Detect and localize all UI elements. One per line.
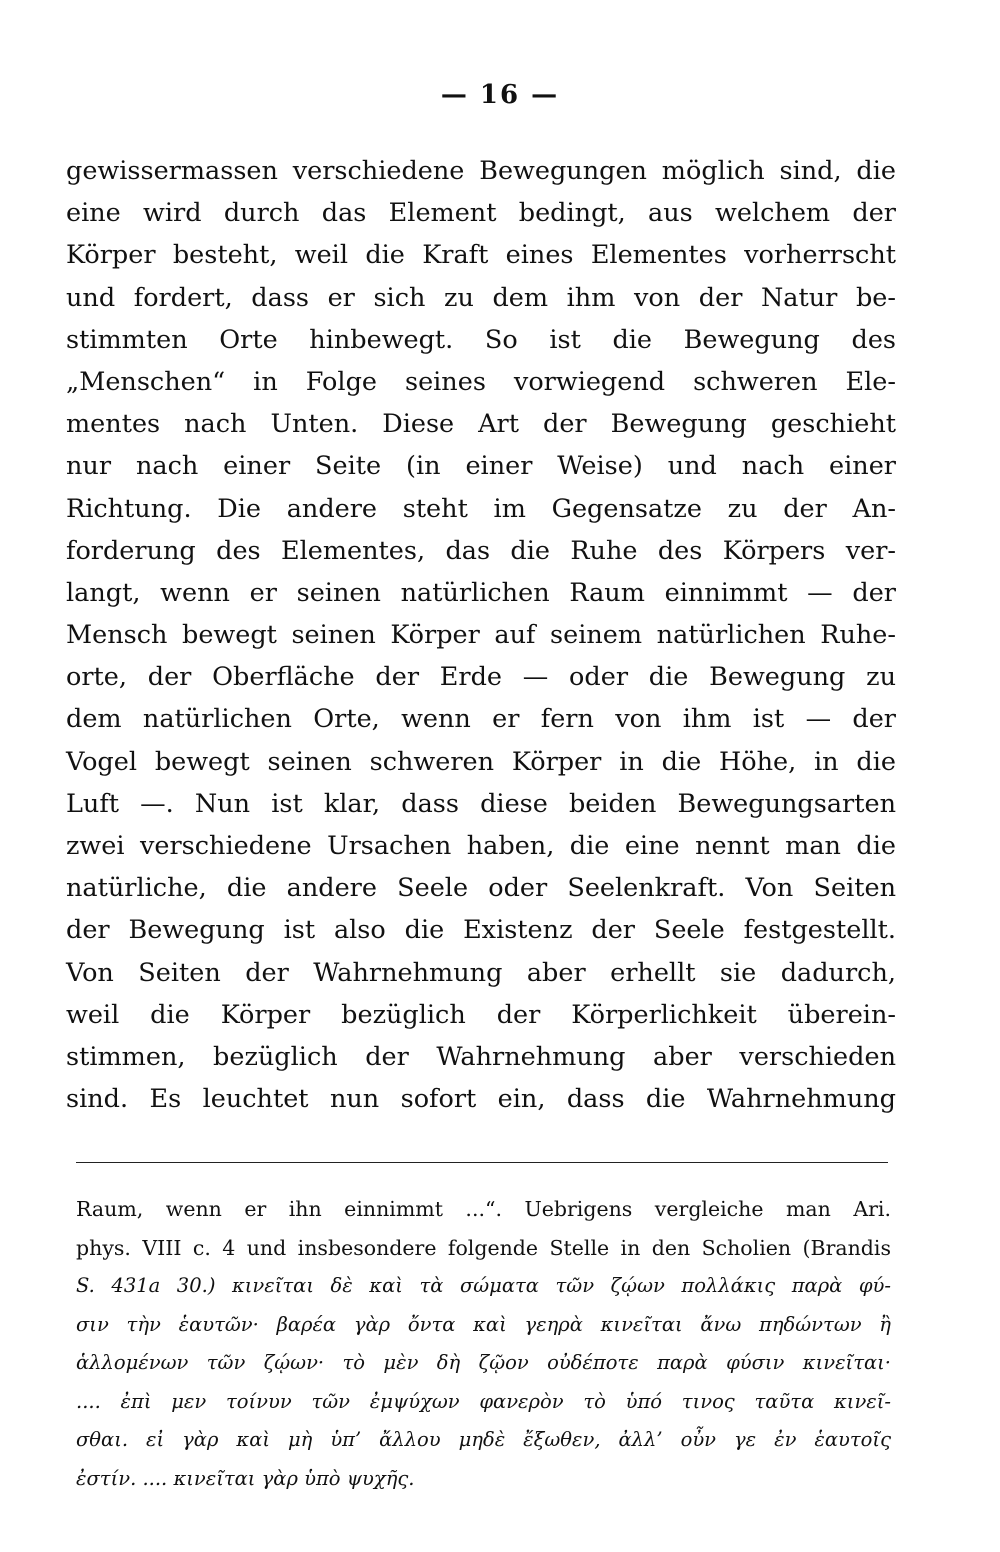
body-line: „Menschen“ in Folge seines vorwiegend schweren Ele- (66, 366, 896, 397)
body-line: langt, wenn er seinen natürlichen Raum einnimmt — der (66, 577, 896, 608)
footnote-line: σιν τὴν ἑαυτῶν· βαρέα γὰρ ὄντα καὶ γεηρὰ κινεῖται ἄνω πηδώντων ἢ (76, 1312, 891, 1336)
body-line: natürliche, die andere Seele oder Seelenkraft. Von Seiten (66, 873, 896, 904)
footnote-line: phys. VIII c. 4 und insbesondere folgende Stelle in den Scholien (Brandis (76, 1235, 891, 1260)
body-line: der Bewegung ist also die Existenz der Seele festgestellt. (66, 915, 896, 946)
footnote (76, 1190, 891, 1498)
body-line: Körper besteht, weil die Kraft eines Elementes vorherrscht (66, 240, 896, 271)
body-line: Richtung. Die andere steht im Gegensatze zu der An- (66, 493, 896, 524)
body-line: zwei verschiedene Ursachen haben, die eine nennt man die (66, 831, 896, 861)
body-line: orte, der Oberfläche der Erde — oder die Bewegung zu (66, 662, 896, 693)
body-line: Von Seiten der Wahrnehmung aber erhellt sie dadurch, (66, 957, 896, 988)
footnote-line: S. 431a 30.) κινεῖται δὲ καὶ τὰ σώματα τῶν ζῴων πολλάκις παρὰ φύ- (76, 1274, 891, 1297)
footnote-line: .... ἐπὶ μεν τοίνυν τῶν ἐμψύχων φανερὸν τὸ ὑπό τινος ταῦτα κινεῖ- (76, 1389, 891, 1413)
body-line: weil die Körper bezüglich der Körperlichkeit überein- (66, 999, 896, 1030)
body-line: gewissermassen verschiedene Bewegungen möglich sind, die (66, 156, 896, 186)
body-line: forderung des Elementes, das die Ruhe des Körpers ver- (66, 535, 896, 566)
footnote-line: ἐστίν. .... κινεῖται γὰρ ὑπὸ ψυχῆς. (76, 1466, 415, 1490)
footnote-line: σθαι. εἰ γὰρ καὶ μὴ ὑπ’ ἄλλου μηδὲ ἔξωθεν, ἀλλ’ οὖν γε ἐν ἑαυτοῖς (76, 1428, 891, 1451)
body-line: stimmten Orte hinbewegt. So ist die Bewegung des (66, 324, 896, 355)
body-line: nur nach einer Seite (in einer Weise) und nach einer (66, 451, 896, 482)
body-line: mentes nach Unten. Diese Art der Bewegung geschieht (66, 409, 896, 440)
body-line: Luft —. Nun ist klar, dass diese beiden Bewegungsarten (66, 788, 896, 819)
body-line: Mensch bewegt seinen Körper auf seinem natürlichen Ruhe- (66, 620, 896, 651)
body-line: eine wird durch das Element bedingt, aus welchem der (66, 198, 896, 229)
footnote-divider (76, 1162, 888, 1163)
body-line: stimmen, bezüglich der Wahrnehmung aber verschieden (66, 1041, 896, 1072)
page-number: — 16 — (440, 80, 560, 110)
footnote-line: Raum, wenn er ihn einnimmt ...“. Uebrigens vergleiche man Ari. (76, 1197, 891, 1221)
body-line: sind. Es leuchtet nun sofort ein, dass die Wahrnehmung (66, 1084, 896, 1115)
body-line: Vogel bewegt seinen schweren Körper in die Höhe, in die (66, 746, 896, 777)
body-text (66, 150, 896, 1120)
body-line: und fordert, dass er sich zu dem ihm von der Natur be- (66, 282, 896, 313)
body-line: dem natürlichen Orte, wenn er fern von ihm ist — der (66, 704, 896, 735)
footnote-line: ἁλλομένων τῶν ζῴων· τὸ μὲν δὴ ζῷον οὐδέποτε παρὰ φύσιν κινεῖται· (76, 1351, 891, 1374)
